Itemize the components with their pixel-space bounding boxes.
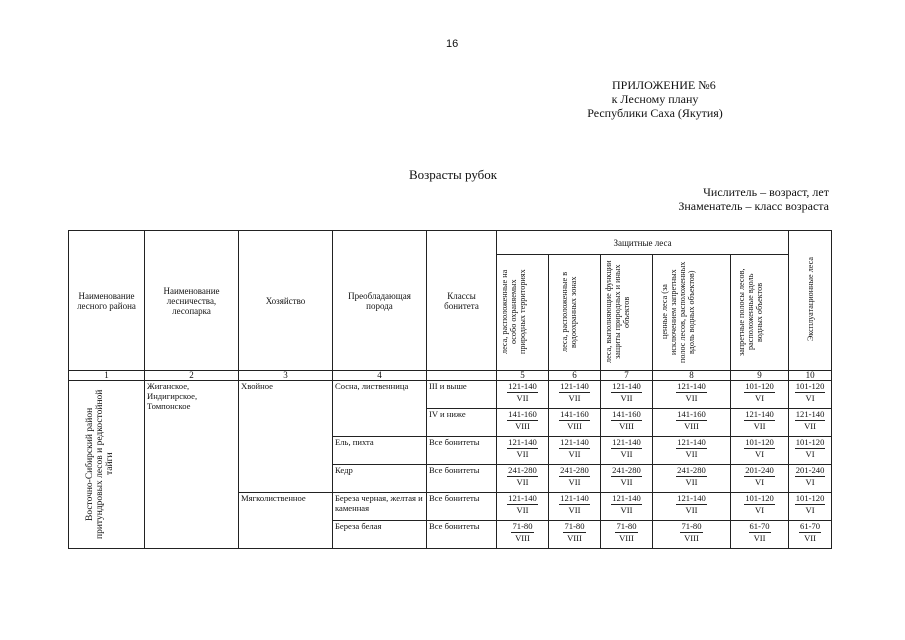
age-years: 121-140 bbox=[677, 381, 706, 391]
column-number: 4 bbox=[333, 371, 427, 381]
age-years: 121-140 bbox=[795, 409, 825, 419]
bonitet-cell: Все бонитеты bbox=[427, 493, 497, 521]
age-cell bbox=[549, 465, 601, 493]
header-col9-text: запретные полосы лесов, расположенные вдоль водных объектов bbox=[736, 267, 764, 356]
column-number: 3 bbox=[239, 371, 333, 381]
column-number: 2 bbox=[145, 371, 239, 381]
species-cell: Кедр bbox=[333, 465, 427, 493]
age-years: 121-140 bbox=[612, 381, 641, 391]
age-class: VI bbox=[754, 505, 765, 515]
age-class: VII bbox=[568, 449, 581, 459]
age-cell bbox=[549, 493, 601, 521]
age-years: 141-160 bbox=[560, 409, 589, 419]
age-cell bbox=[497, 465, 549, 493]
species-cell: Ель, пихта bbox=[333, 437, 427, 465]
header-species: Преобладающая порода bbox=[333, 231, 427, 371]
age-years: 121-140 bbox=[560, 381, 589, 391]
column-numbers-row bbox=[69, 371, 832, 381]
age-cell bbox=[601, 465, 653, 493]
age-cell bbox=[731, 493, 789, 521]
age-years: 121-140 bbox=[745, 409, 774, 419]
age-class: VII bbox=[516, 505, 529, 515]
age-years: 101-120 bbox=[745, 493, 774, 503]
header-col5 bbox=[497, 255, 549, 371]
age-years: 121-140 bbox=[612, 437, 641, 447]
age-cell bbox=[549, 381, 601, 409]
header-col7 bbox=[601, 255, 653, 371]
age-years: 201-240 bbox=[745, 465, 774, 475]
column-number: 8 bbox=[653, 371, 731, 381]
age-cell bbox=[731, 409, 789, 437]
appendix-subtitle: к Лесному плану bbox=[611, 92, 699, 106]
bonitet-cell: Все бонитеты bbox=[427, 437, 497, 465]
age-cell bbox=[653, 521, 731, 549]
age-class: VII bbox=[804, 421, 817, 431]
header-col10-text: Эксплуатационные леса bbox=[805, 257, 815, 342]
age-class: VIII bbox=[684, 533, 699, 543]
age-class: VIII bbox=[567, 533, 582, 543]
age-cell bbox=[731, 465, 789, 493]
age-class: VI bbox=[754, 393, 765, 403]
column-number: 9 bbox=[731, 371, 789, 381]
age-years: 141-160 bbox=[612, 409, 641, 419]
age-cell bbox=[731, 521, 789, 549]
age-cell bbox=[653, 465, 731, 493]
appendix-title: ПРИЛОЖЕНИЕ №6 bbox=[612, 78, 716, 92]
table-row bbox=[69, 381, 832, 409]
age-cell bbox=[789, 465, 832, 493]
age-years: 201-240 bbox=[795, 465, 825, 475]
legend-denominator: Знаменатель – класс возраста bbox=[678, 199, 829, 213]
age-cell bbox=[731, 437, 789, 465]
column-number bbox=[427, 371, 497, 381]
header-economy: Хозяйство bbox=[239, 231, 333, 371]
age-years: 61-70 bbox=[800, 521, 821, 531]
age-class: VII bbox=[753, 533, 766, 543]
economy-cell: Мягколиственное bbox=[239, 493, 333, 549]
economy-cell: Хвойное bbox=[239, 381, 333, 493]
species-cell: Береза черная, желтая и каменная bbox=[333, 493, 427, 521]
age-cell bbox=[789, 381, 832, 409]
age-cell bbox=[549, 521, 601, 549]
region-cell bbox=[69, 381, 145, 549]
age-years: 61-70 bbox=[749, 521, 770, 531]
age-years: 121-140 bbox=[508, 493, 537, 503]
age-class: VII bbox=[516, 477, 529, 487]
header-forestry: Наименование лесничества, лесопарка bbox=[145, 231, 239, 371]
legend-numerator: Числитель – возраст, лет bbox=[703, 185, 829, 199]
age-class: VI bbox=[805, 449, 815, 459]
age-years: 241-280 bbox=[560, 465, 589, 475]
column-number: 1 bbox=[69, 371, 145, 381]
cutting-age-table bbox=[68, 230, 832, 549]
age-class: VIII bbox=[619, 533, 634, 543]
age-class: VII bbox=[568, 505, 581, 515]
age-years: 141-160 bbox=[677, 409, 706, 419]
header-col8 bbox=[653, 255, 731, 371]
age-class: VI bbox=[805, 477, 815, 487]
age-years: 241-280 bbox=[677, 465, 706, 475]
age-cell bbox=[653, 381, 731, 409]
age-years: 101-120 bbox=[795, 437, 825, 447]
age-cell bbox=[601, 381, 653, 409]
age-class: VIII bbox=[567, 421, 582, 431]
header-protective: Защитные леса bbox=[497, 231, 789, 255]
age-class: VIII bbox=[515, 421, 530, 431]
age-cell bbox=[497, 493, 549, 521]
age-cell bbox=[601, 409, 653, 437]
page-number: 16 bbox=[446, 38, 459, 50]
header-col7-text: леса, выполняющие функции защиты природных и иных объектов bbox=[603, 260, 631, 363]
age-cell bbox=[497, 381, 549, 409]
age-years: 71-80 bbox=[616, 521, 637, 531]
age-years: 241-280 bbox=[612, 465, 641, 475]
age-years: 121-140 bbox=[560, 493, 589, 503]
age-cell bbox=[789, 437, 832, 465]
age-class: VI bbox=[754, 449, 765, 459]
age-years: 241-280 bbox=[508, 465, 537, 475]
age-class: VI bbox=[805, 393, 815, 403]
age-cell bbox=[653, 409, 731, 437]
header-col6 bbox=[549, 255, 601, 371]
document-title: Возрасты рубок bbox=[409, 167, 498, 182]
forestry-name: Жиганское, Индигирское, Томпонское bbox=[145, 381, 239, 549]
appendix-republic: Республики Саха (Якутия) bbox=[587, 106, 723, 120]
age-class: VI bbox=[754, 477, 765, 487]
column-number: 5 bbox=[497, 371, 549, 381]
age-cell bbox=[789, 409, 832, 437]
age-class: VII bbox=[804, 533, 817, 543]
age-years: 121-140 bbox=[508, 381, 537, 391]
age-class: VII bbox=[685, 449, 698, 459]
age-class: VII bbox=[753, 421, 766, 431]
age-cell bbox=[789, 521, 832, 549]
bonitet-cell: III и выше bbox=[427, 381, 497, 409]
age-class: VI bbox=[805, 505, 815, 515]
age-class: VII bbox=[685, 477, 698, 487]
age-cell bbox=[731, 381, 789, 409]
age-class: VIII bbox=[515, 533, 530, 543]
age-class: VII bbox=[685, 393, 698, 403]
age-years: 101-120 bbox=[745, 381, 774, 391]
age-years: 121-140 bbox=[560, 437, 589, 447]
header-col6-text: леса, расположенные в водоохранных зонах bbox=[559, 271, 578, 352]
legend bbox=[678, 185, 829, 213]
age-cell bbox=[497, 521, 549, 549]
age-cell bbox=[789, 493, 832, 521]
age-class: VII bbox=[620, 477, 633, 487]
age-years: 121-140 bbox=[612, 493, 641, 503]
age-class: VII bbox=[620, 505, 633, 515]
age-class: VII bbox=[620, 449, 633, 459]
header-col9 bbox=[731, 255, 789, 371]
header-bonitet: Классы бонитета bbox=[427, 231, 497, 371]
age-class: VII bbox=[568, 477, 581, 487]
bonitet-cell: IV и ниже bbox=[427, 409, 497, 437]
age-years: 101-120 bbox=[795, 381, 825, 391]
appendix-block bbox=[535, 78, 775, 120]
age-cell bbox=[549, 409, 601, 437]
age-class: VII bbox=[685, 505, 698, 515]
age-years: 101-120 bbox=[745, 437, 774, 447]
age-cell bbox=[653, 493, 731, 521]
column-number: 6 bbox=[549, 371, 601, 381]
header-exploitation bbox=[789, 231, 832, 371]
age-cell bbox=[497, 409, 549, 437]
age-years: 141-160 bbox=[508, 409, 537, 419]
age-years: 71-80 bbox=[564, 521, 585, 531]
column-number: 10 bbox=[789, 371, 832, 381]
age-cell bbox=[653, 437, 731, 465]
age-years: 101-120 bbox=[795, 493, 825, 503]
age-class: VII bbox=[620, 393, 633, 403]
header-col5-text: леса, расположенные на особо охраняемых природных территориях bbox=[499, 269, 527, 354]
age-years: 121-140 bbox=[677, 493, 706, 503]
region-name: Восточно-Сибирский район притундровых лесов и редкостойной тайги bbox=[84, 388, 115, 539]
bonitet-cell: Все бонитеты bbox=[427, 521, 497, 549]
column-number: 7 bbox=[601, 371, 653, 381]
age-class: VIII bbox=[684, 421, 699, 431]
age-years: 71-80 bbox=[681, 521, 702, 531]
header-col8-text: ценные леса (за исключением запретных полос лесов, расположенных вдоль водных объектов) bbox=[659, 260, 696, 363]
age-years: 121-140 bbox=[508, 437, 537, 447]
age-class: VII bbox=[516, 449, 529, 459]
age-cell bbox=[601, 521, 653, 549]
age-years: 121-140 bbox=[677, 437, 706, 447]
species-cell: Береза белая bbox=[333, 521, 427, 549]
species-cell: Сосна, лиственница bbox=[333, 381, 427, 437]
header-region: Наименование лесного района bbox=[69, 231, 145, 371]
age-class: VII bbox=[516, 393, 529, 403]
age-class: VII bbox=[568, 393, 581, 403]
age-class: VIII bbox=[619, 421, 634, 431]
age-cell bbox=[601, 493, 653, 521]
age-cell bbox=[549, 437, 601, 465]
age-years: 71-80 bbox=[512, 521, 533, 531]
age-cell bbox=[497, 437, 549, 465]
bonitet-cell: Все бонитеты bbox=[427, 465, 497, 493]
age-cell bbox=[601, 437, 653, 465]
